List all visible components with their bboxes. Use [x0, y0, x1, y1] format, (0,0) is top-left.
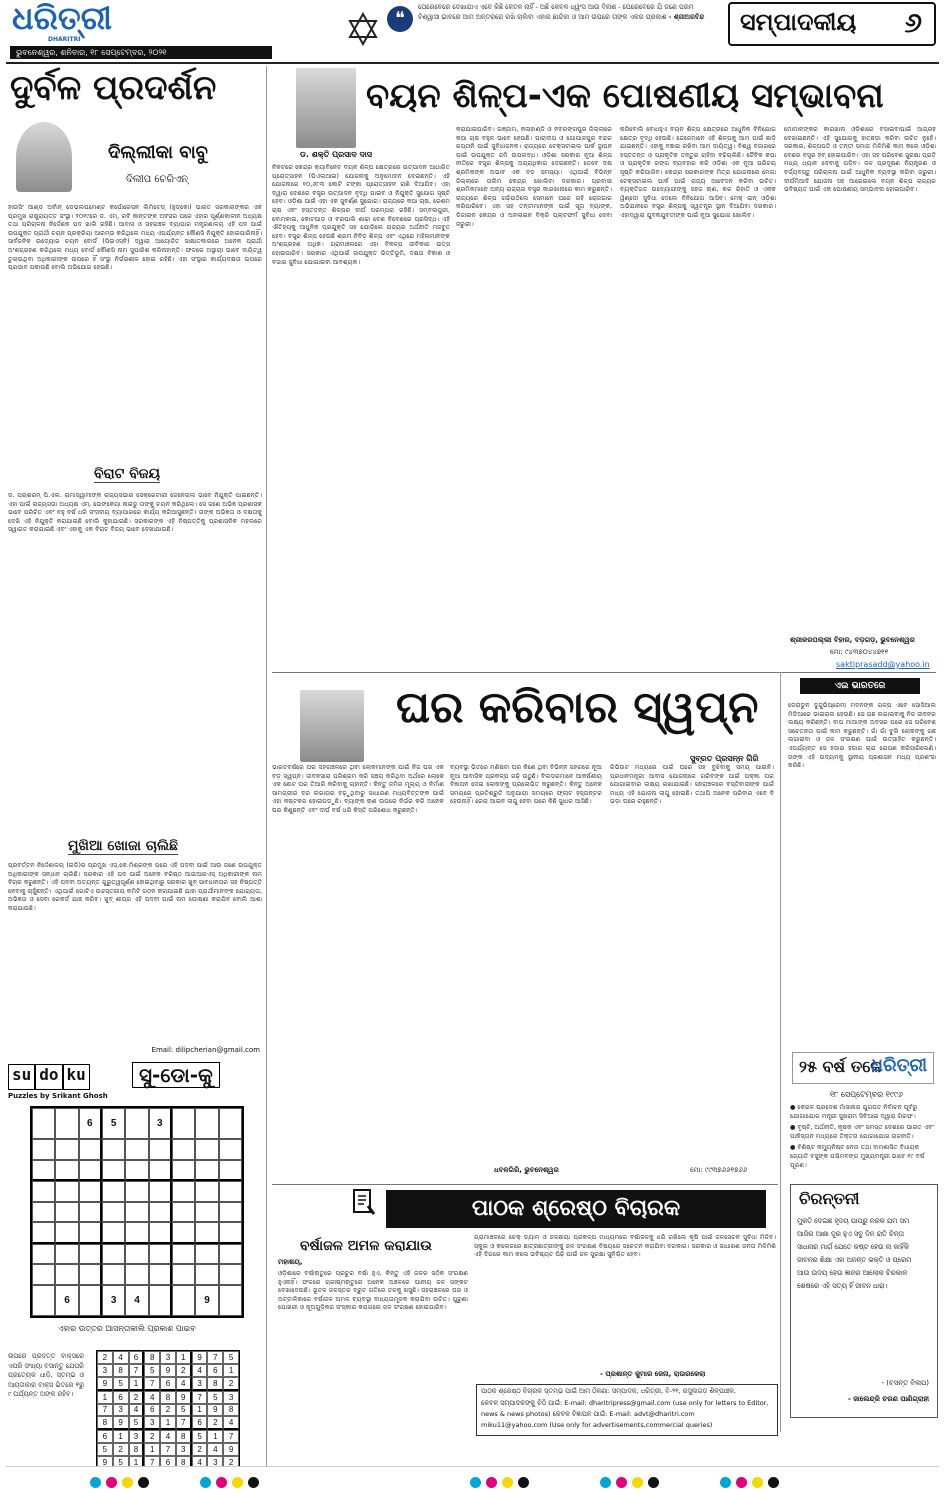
solution-cell: 9: [192, 1351, 208, 1364]
sudoku-cell[interactable]: [195, 1222, 218, 1243]
chirantani-heading: ଚିରନ୍ତନୀ: [799, 1189, 860, 1208]
registration-mark: [648, 1477, 659, 1488]
lead-col-b: କରାଯାଇପାରିବ। ଗଞ୍ଜାମ, କଳାହାଣ୍ଡି ଓ ନବରଙ୍ଗପୁର ଜିଲ୍ଲାରେ କପା ଚାଷ ବହୁଳ ଭାବେ ହେଉଛି। ପାରାଦୀପ ଓ ଗୋପାଳପୁର ବନ୍ଦର ରପ୍ତାନି ପାଇଁ ସୁବିଧାଜନକ। ରାଜ୍ୟରେ ଟେକ୍ସଟାଇଲ ପାର୍କ ସ୍ଥାପନ ପାଇଁ ଉପଯୁକ୍ତ ଜମି ଉପଲବ୍ଧ। ଓଡ଼ିଶା ସରକାର ନୂଆ ଶିଳ୍ପ ନୀତିରେ ବସ୍ତ୍ର ଶିଳ୍ପକୁ ଅଗ୍ରାଧିକାର ଦେଇଛନ୍ତି। ତେବେ ଦକ୍ଷ ଶ୍ରମିକଙ୍କ ଅଭାବ ଏକ ବଡ଼ ସମସ୍ୟା। ଏଥିପାଇଁ ବିଭିନ୍ନ ଜିଲ୍ଲାରେ ତାଲିମ କେନ୍ଦ୍ର ଖୋଲିବା ଦରକାର। ପ୍ରବାସୀ ଶ୍ରମିକମାନେ ଅନ୍ୟ ରାଜ୍ୟର ବସ୍ତ୍ର କାରଖାନାରେ କାମ କରୁଛନ୍ତି। ରାଜ୍ୟରେ ଶିଳ୍ପ ଗଢ଼ିଉଠିଲେ ସେମାନେ ଘରେ ରହି ରୋଜଗାର କରିପାରିବେ। ଏହା ସହ ତନ୍ତୀମାନଙ୍କ ପାଇଁ ସୂତା ବ୍ୟାଙ୍କ, ଡିଜାଇନ କେନ୍ଦ୍ର ଓ ଅନଲାଇନ ବିକ୍ରି ପ୍ଲାଟଫର୍ମ ସୁବିଧା ଦେବା ଜରୁରୀ।: [456, 126, 612, 228]
section-label: [728, 2, 936, 46]
sudoku-cell[interactable]: [55, 1108, 78, 1139]
solution-cell: 2: [160, 1404, 176, 1417]
solution-cell: 8: [176, 1456, 192, 1466]
solution-cell: 4: [129, 1404, 145, 1417]
solution-cell: 9: [113, 1416, 129, 1430]
sudoku-cell[interactable]: [172, 1244, 195, 1264]
solution-cell: 5: [129, 1416, 145, 1430]
sudoku-cell[interactable]: 3: [149, 1108, 172, 1139]
feature-col-a: ଭାରତବର୍ଷରେ ଘର ସହରାଞ୍ଚଳରେ ଥିବା ଲୋକମାନଙ୍କ ପାଇଁ ନିଜ ଘର ଏକ ବଡ଼ ସ୍ୱପ୍ନ। ଜୀବନସାରା ପରିଶ୍ରମ କରି ସଞ୍ଚୟ କରିଥିବା ଅର୍ଥରେ ଲୋକେ ଏକ ଛୋଟ ଘର ତିଆରି କରିବାକୁ ଚାହାନ୍ତି। କିନ୍ତୁ ଜମିର ମୂଲ୍ୟ ଓ ନିର୍ମାଣ ସାମଗ୍ରୀର ଦର ଲଗାତାର ବଢ଼ୁଥିବାରୁ ସାଧାରଣ ମଧ୍ୟବିତ୍ତଙ୍କ ପାଇଁ ଏହା କଷ୍ଟକର ହୋଇପଡ଼ୁଛି। ବ୍ୟାଙ୍କ ଋଣ ଉପରେ ନିର୍ଭର କରି ଅନେକ ଘର କିଣୁଛନ୍ତି ଏବଂ ଦୀର୍ଘ ବର୍ଷ ଧରି କିସ୍ତି ପରିଶୋଧ କରୁଛନ୍ତି।: [272, 764, 444, 814]
sudoku-cell[interactable]: [195, 1160, 218, 1181]
sudoku-cell[interactable]: [32, 1139, 55, 1159]
sudoku-cell[interactable]: [219, 1139, 242, 1159]
solution-cell: 2: [223, 1456, 239, 1466]
lead-title: ବୟନ ଶିଳ୍ପ-ଏକ ପୋଷଣୀୟ ସମ୍ଭାବନା: [366, 76, 884, 116]
lead-address: ଶ୍ରୀକରପଲ୍ଲୀ ବିହାର, ବଡ଼ଗଡ଼, ଭୁବନେଶ୍ୱର: [790, 636, 915, 644]
solution-cell: 7: [176, 1416, 192, 1430]
registration-mark: [486, 1477, 497, 1488]
sudoku-cell[interactable]: [55, 1244, 78, 1264]
anniversary-badge: ୨୫ ବର୍ଷ ତଳେ ଧରିତ୍ରୀ: [792, 1052, 934, 1084]
solution-cell: 1: [192, 1404, 208, 1417]
registration-mark: [616, 1477, 627, 1488]
solution-cell: 3: [223, 1391, 239, 1404]
solution-cell: 3: [192, 1377, 208, 1391]
col1-body-1: ହାଉସିଂ ଆଣ୍ଡ ଅର୍ବାନ୍ ଡେଭଲପମେଣ୍ଟ କର୍ପୋରେସନ ଲିମିଟେଡ୍ (ହୁଡ୍କୋ) ଭାରତ ସରକାରଙ୍କର ଏକ ପ୍ରମୁଖ ରାଷ୍ଟ୍ରାୟତ୍ତ ସଂସ୍ଥା। ୨୦୧୯ରେ ଡ. ଏମ୍. ରବି କାନ୍ତଙ୍କ ଅବସର ପରେ ଏହାର ପୂର୍ଣ୍ଣକାଳୀନ ଅଧ୍ୟକ୍ଷ ତଥା ପରିଚାଳନା ନିର୍ଦ୍ଦେଶକ ପଦ ଖାଲି ରହିଛି। ଆବାସ ଓ ସହରାଞ୍ଚଳ ବ୍ୟାପାର ମନ୍ତ୍ରଣାଳୟ ଏହି ପଦ ପାଇଁ ଉପଯୁକ୍ତ ପ୍ରାର୍ଥୀ ଚୟନ ପ୍ରକ୍ରିୟା ଆରମ୍ଭ କରିଥିଲେ ମଧ୍ୟ ଏପର୍ଯ୍ୟନ୍ତ କୌଣସି ନିଯୁକ୍ତି ହୋଇପାରିନାହିଁ। ସାର୍ବଜନିକ ଉଦ୍ୟୋଗ ଚୟନ ବୋର୍ଡ (ପିଇଏସ୍ବି) ଦ୍ୱାରା ଆୟୋଜିତ ସାକ୍ଷାତକାରରେ ଅନେକ ପ୍ରାର୍ଥୀ ଅଂଶଗ୍ରହଣ କରିଥିଲେ ମଧ୍ୟ ବୋର୍ଡ କୌଣସି ନାମ ସୁପାରିଶ କରିନାହାନ୍ତି। ଫଳରେ ଅସ୍ଥାୟୀ ଭାବେ ଦାୟିତ୍ୱ ତୁଲାଉଥିବା ଅଧିକାରୀଙ୍କ ଉପରେ ହିଁ ସଂସ୍ଥା ନିର୍ଭରଶୀଳ ହୋଇ ରହିଛି। ଏହା ସଂସ୍ଥାର କାର୍ଯ୍ୟଦକ୍ଷତା ଉପରେ ପ୍ରଭାବ ପକାଉଛି ବୋଲି ଅଭିଯୋଗ ହେଉଛି।: [8, 204, 262, 272]
registration-mark: [736, 1477, 747, 1488]
solution-cell: 4: [160, 1430, 176, 1443]
col1-body-2: ଡ. ପରାଶରମ୍ ପି.ଏଲ. ରାମାସ୍ୱାମୀଙ୍କ ରାଜ୍ୟସଭାର ସେକ୍ରେଟାରୀ ଜେନେରାଲ ଭାବେ ନିଯୁକ୍ତି ପାଇଛନ୍ତି। ଏହା ପାଇଁ ରାଜ୍ୟସଭା ଅଧ୍ୟକ୍ଷ ଏମ୍. ଭେଙ୍କେୟା ନାଇଡୁ ତାଙ୍କୁ ଚୟନ କରିଥିଲେ। ସେ ଜଣେ ଅଭିଜ୍ଞ ପ୍ରଶାସକ ଭାବେ ପରିଚିତ ଏବଂ ବହୁ ବର୍ଷ ଧରି ସଂସଦୀୟ ବ୍ୟାପାରରେ କାର୍ଯ୍ୟ କରିଆସୁଛନ୍ତି। ତାଙ୍କ ଅଭିଜ୍ଞତା ଓ ଦକ୍ଷତାକୁ ଦେଖି ଏହି ନିଯୁକ୍ତି କରାଯାଇଛି ବୋଲି କୁହାଯାଉଛି। ସରକାରଙ୍କ ଏହି ନିଷ୍ପତ୍ତିକୁ ପ୍ରଶାସନିକ ମହଲରେ ସ୍ୱାଗତ କରାଯାଇଛି ଏବଂ ଏହାକୁ ଏକ ବିରାଟ ବିଜୟ ଭାବେ ଦେଖାଯାଉଛି।: [8, 492, 262, 534]
sudoku-cell[interactable]: [102, 1202, 125, 1222]
sudoku-cell[interactable]: [32, 1160, 55, 1181]
sudoku-cell[interactable]: [195, 1139, 218, 1159]
solution-cell: 9: [223, 1443, 239, 1456]
feature-col-c: ରିଭିଉଟ ମଧ୍ୟରେ ପାଇଁ ଘରେ ସହ ବୁଝିବାକୁ ସମୟ ପାଇନି। ପ୍ରଧାନମନ୍ତ୍ରୀ ଆବାସ ଯୋଜନାରେ ଗରିବଙ୍କ ପାଇଁ ପକ୍କା ଘର ଯୋଗାଇବାର ଲକ୍ଷ୍ୟ ରଖାଯାଇଛି। ସହରାଞ୍ଚଳରେ ବସ୍ତିବାସୀଙ୍କ ପାଇଁ ମଧ୍ୟ ଏହି ଯୋଜନା ଲାଗୁ ହୋଇଛି। ତଥାପି ଅନେକ ପରିବାର ଏବେ ବି ଭଡ଼ା ଘରେ ରହୁଛନ୍ତି।: [610, 764, 774, 806]
sudoku-cell[interactable]: [79, 1139, 102, 1159]
solution-cell: 7: [144, 1377, 160, 1391]
chirantani-author: - ଜାଲେନ୍ଦ୍ରି ଚରଣ ପାଣିଗ୍ରାହୀ: [847, 1395, 929, 1403]
solution-cell: 2: [223, 1377, 239, 1391]
registration-mark: [200, 1477, 211, 1488]
solution-cell: 7: [192, 1391, 208, 1404]
solution-cell: 3: [129, 1430, 145, 1443]
col1: [8, 66, 262, 1466]
sudoku-cell[interactable]: [219, 1285, 242, 1316]
sudoku-answer-note: ଏହାର ଉତ୍ତର ଆସନ୍ତାକାଲି ପ୍ରକାଶ ପାଇବ: [58, 1324, 196, 1333]
sudoku-cell[interactable]: [55, 1139, 78, 1159]
letters-email-1: କେବଳ ସମ୍ପାଦକଙ୍କୁ ଚିଠି ପାଇଁ: E-mail: dharitripress@gmail.com (use only for letters to Editor,: [481, 1399, 769, 1407]
chirantani-verse: ମୁକତି ଦେଇଛ ହୃଦୟ ପାପରୁ ନରକ ଯମ ସମ ଆଜିର ଆଶା ଦୂର ହୁଏ ସବୁ ଦିନ ରାତି ଚିନ୍ତା ସାଧନାର ମାର୍ଗ ଯେତେ କଷ୍ଟ ହେଉ ନା କାହିଁକି ଜୀବନର ଶିକ୍ଷା ଏହା ଅନନ୍ତ ଭକ୍ତି ଓ ପ୍ରେମ ଆଉ ଉଦୟ ହେଉ ଜ୍ଞାନର ଆଲୋକ ଚିରକାଳ ଶେଷରେ ଏହି ସତ୍ୟ ହିଁ ଜୀବନ ଧାରା।: [797, 1217, 912, 1290]
sudoku-cell[interactable]: [195, 1202, 218, 1222]
registration-mark: [720, 1477, 731, 1488]
solution-cell: 8: [129, 1443, 145, 1456]
chirantani-box: [790, 1184, 938, 1418]
sudoku-cell[interactable]: [149, 1160, 172, 1181]
solution-cell: 6: [192, 1416, 208, 1430]
solution-cell: 3: [144, 1416, 160, 1430]
solution-cell: 8: [160, 1391, 176, 1404]
sudoku-cell[interactable]: [125, 1244, 148, 1264]
col1-heading-2: ବିରାଟ ବିଜୟ: [94, 466, 161, 482]
feature-author: ସୁବ୍ରତ ପ୍ରସନ୍ନ ଗିରି: [690, 754, 759, 763]
solution-cell: 9: [97, 1377, 113, 1391]
letters-email-2: news & news photos) କେବଳ ବିଜ୍ଞାପନ ପାଇଁ: E-mail: advt@dharitri.com: [481, 1410, 695, 1418]
sudoku-cell[interactable]: [79, 1264, 102, 1284]
letters-signature: - ପ୍ରଶାନ୍ତ କୁମାର ଜେନା, ରାଉରକେଲା: [600, 1370, 706, 1378]
solution-cell: 1: [97, 1391, 113, 1404]
column-name: ଦିଲ୍ଲୀକା ବାବୁ: [108, 142, 208, 163]
page-number: ୬: [904, 6, 922, 39]
solution-cell: 8: [207, 1377, 223, 1391]
solution-cell: 8: [144, 1351, 160, 1364]
solution-cell: 7: [207, 1351, 223, 1364]
lead-email: saktiprasadd@yahoo.in: [836, 660, 930, 669]
solution-cell: 5: [207, 1391, 223, 1404]
sudoku-cell[interactable]: [79, 1160, 102, 1181]
sudoku-cell[interactable]: 6: [55, 1285, 78, 1316]
sudoku-cell[interactable]: [32, 1108, 55, 1139]
registration-mark: [518, 1477, 529, 1488]
sudoku-cell[interactable]: [125, 1108, 148, 1139]
letters-title: ବର୍ଷାଜଳ ଅମଳ କରାଯାଉ: [300, 1238, 432, 1254]
section-title: ସମ୍ପାଦକୀୟ: [740, 8, 857, 36]
solution-cell: 1: [176, 1351, 192, 1364]
sudoku-cell[interactable]: [172, 1139, 195, 1159]
solution-cell: 5: [97, 1443, 113, 1456]
solution-cell: 6: [113, 1391, 129, 1404]
solution-cell: 5: [223, 1351, 239, 1364]
sudoku-cell[interactable]: [102, 1222, 125, 1243]
solution-cell: 6: [207, 1364, 223, 1377]
registration-mark: [632, 1477, 643, 1488]
solution-cell: 1: [113, 1430, 129, 1443]
registration-mark: [232, 1477, 243, 1488]
solution-cell: 3: [97, 1364, 113, 1377]
solution-cell: 5: [144, 1364, 160, 1377]
sudoku-cell[interactable]: [195, 1244, 218, 1264]
letters-body-b: ଗ୍ରାମାଞ୍ଚଳରେ ଚେକ୍ ଡ୍ୟାମ ଓ ଜଳଛାୟା ପ୍ରକଳ୍ପ ମାଧ୍ୟମରେ ବର୍ଷାଜଳକୁ ଧରି ରଖିଲେ କୃଷି ପାଇଁ ଜଳସେଚନ ସୁବିଧା ମିଳିବ। ସ୍କୁଲ ଓ କଲେଜରେ ଛାତ୍ରଛାତ୍ରୀଙ୍କୁ ଜଳ ସଂରକ୍ଷଣ ବିଷୟରେ ସଚେତନ କରାଯିବା ଦରକାର। ସରକାର ଓ ସାଧାରଣ ଜନତା ମିଳିମିଶି ଏହି ଦିଗରେ କାମ କଲେ ଭବିଷ୍ୟତ ପିଢ଼ି ପାଇଁ ଜଳ ସୁରକ୍ଷା ସୁନିଶ୍ଚିତ ହେବ।: [474, 1234, 776, 1259]
lead-phone: ମୋ: ୯୪୩୭୦୪୪୭୧୧: [830, 648, 889, 656]
letters-icon: [350, 1188, 376, 1218]
anniversary-item: ● ବୃଷ୍ଟି, ଅର୍ଥନୀତି, କୃଷକ ଏବଂ ସମସ୍ତ ଦେଶରେ ଭାରତ ଏବଂ ପାକିସ୍ତାନ ମଧ୍ୟରେ ତିକ୍ତତା ଯୋଗାଯୋଗ ରାଜନୀତି।: [790, 1124, 934, 1140]
registration-mark: [752, 1477, 763, 1488]
sudoku-cell[interactable]: [55, 1264, 78, 1284]
sudoku-cell[interactable]: [79, 1285, 102, 1316]
lead-author-photo: [296, 68, 356, 148]
solution-cell: 1: [160, 1416, 176, 1430]
sudoku-cell[interactable]: [125, 1202, 148, 1222]
col1-author: ଦିଲୀପ ଚେରିଏନ୍: [126, 174, 189, 185]
sudoku-cell[interactable]: [32, 1244, 55, 1264]
sudoku-grid[interactable]: [30, 1106, 244, 1318]
sudoku-credit: Puzzles by Srikant Ghosh: [8, 1092, 108, 1100]
solution-cell: 4: [176, 1377, 192, 1391]
solution-cell: 6: [144, 1404, 160, 1417]
sudoku-cell[interactable]: [195, 1108, 218, 1139]
sudoku-cell[interactable]: [172, 1222, 195, 1243]
sudoku-cell[interactable]: [149, 1285, 172, 1316]
feature-phone: ମୋ: ୯୯୩୭୬୬୧୭୬୬: [690, 1166, 748, 1174]
ekai-bharat-body: ଡେରାଡୁନ ଦୁନ୍ଦୁଭିପ୍ରେମୀ ମଦନଙ୍କ ଗଳ୍ପ ଏବେ ସୋସିଆଲ ମିଡିଆରେ ଭାଇରାଲ ହେଉଛି। ସେ ଗଛ ଲଗାଇବାକୁ ନିଜ ଜୀବନର ଲକ୍ଷ୍ୟ କରିଛନ୍ତି। ବାପ ମାଆଙ୍କ ଅବସର ପରେ ସେ ପରିବେଶ ସଚେତନତା ପାଇଁ କାମ କରୁଛନ୍ତି। ଗାଁ ଗାଁ ବୁଲି ଲୋକଙ୍କୁ ଗଛ ଲଗାଇବା ଓ ଜଳ ସଂରକ୍ଷଣ ପାଇଁ ଉତ୍ସାହିତ କରୁଛନ୍ତି। ଏପର୍ଯ୍ୟନ୍ତ ସେ ହଜାର ହଜାର ଚାରା ରୋପଣ କରିସାରିଲେଣି। ତାଙ୍କ ଏହି ଉଦ୍ୟମକୁ ସ୍ଥାନୀୟ ପ୍ରଶାସନ ମଧ୍ୟ ପ୍ରଶଂସା କରିଛି।: [788, 702, 936, 770]
solution-cell: 2: [192, 1443, 208, 1456]
sudoku-cell[interactable]: [172, 1202, 195, 1222]
sudoku-cell[interactable]: [219, 1181, 242, 1201]
registration-mark: [600, 1477, 611, 1488]
star-emblem-icon: [346, 12, 380, 46]
registration-mark: [106, 1477, 117, 1488]
feature-address: ଧବଳଗିରି, ଭୁବନେଶ୍ୱର: [494, 1166, 559, 1174]
solution-cell: 6: [97, 1430, 113, 1443]
sudoku-rules: ଉପରେ ପ୍ରଦତ୍ତ ବାକ୍ସରେ ଏପରି ସଂଖ୍ୟା ବସାନ୍ତୁ ଯେପରି ପ୍ରତ୍ୟେକ ଧାଡ଼ି, ସ୍ତମ୍ଭ ଓ ଆୟତାକାର ବାକ୍ସ ଭିତରେ ୧ରୁ ୯ ପର୍ଯ୍ୟନ୍ତ ଅଙ୍କ ରହିବ।: [8, 1352, 84, 1398]
lead-col-c: କରିବୋଲି ବୋଧହୁଏ ବୟନ ଶିଳ୍ପ କ୍ଷେତ୍ରରେ ଆଧୁନିକ ବିନିଯୋଗ କ୍ଷେତ୍ର ବୃଦ୍ଧି ହେଉଛି। ଜେଜେମାନେ ଏହି ଶିଳ୍ପକୁ ଆମ ପାଇଁ ଛାଡ଼ି ଯାଇଛନ୍ତି। ଏହାକୁ ବଞ୍ଚାଇ ରଖିବା ଆମ ଦାୟିତ୍ୱ। ବିଶ୍ୱ ବଜାରରେ ହସ୍ତତନ୍ତ ଓ ପ୍ରାକୃତିକ ତନ୍ତୁର ଚାହିଦା ବଢ଼ିଚାଲିଛି। ଜୈବିକ କପା ଓ ପ୍ରାକୃତିକ ରଙ୍ଗ ବ୍ୟବହାର କରି ଓଡ଼ିଶା ଏକ ନୂଆ ପରିଚୟ ସୃଷ୍ଟି କରିପାରିବ। କେନ୍ଦ୍ର ସରକାରଙ୍କ ମିତ୍ର ଯୋଜନାରେ ମେଗା ଟେକ୍ସଟାଇଲ ପାର୍କ ପାଇଁ ରାଜ୍ୟ ଆବେଦନ କରିବା ଉଚିତ। ବ୍ୟକ୍ତିଗତ ଉଦ୍ୟୋଗୀଙ୍କୁ ସହଜ ଋଣ, କର ରିହାତି ଓ ଏକକ ୱିଣ୍ଡୋ ସୁବିଧା ଦେଲେ ବିନିଯୋଗ ଆସିବ। ମେକ୍ ଇନ୍ ଓଡ଼ିଶା ଅଭିଯାନରେ ବସ୍ତ୍ର ଶିଳ୍ପକୁ ସ୍ୱତନ୍ତ୍ର ସ୍ଥାନ ଦିଆଯିବା ଦରକାର। ଏହାଦ୍ୱାରା ଯୁବକଯୁବତୀଙ୍କ ପାଇଁ ନୂଆ ସୁଯୋଗ ଖୋଲିବ।: [620, 126, 776, 219]
sudoku-cell[interactable]: [125, 1222, 148, 1243]
registration-marks: [0, 1474, 945, 1492]
sudoku-cell[interactable]: [172, 1285, 195, 1316]
sudoku-cell[interactable]: [55, 1202, 78, 1222]
solution-cell: 5: [113, 1456, 129, 1466]
letters-contact: ପାଠକ ଶ୍ରେଷ୍ଠ ବିଚାରକ ସ୍ତମ୍ଭ ପାଇଁ ଆମ ଠିକଣା: ସମ୍ପାଦକ, ଧରିତ୍ରୀ, ବି-୨୧, ରସୁଲଗଡ଼ ଶିଳ୍ପାଞ୍ଚଳ,: [481, 1387, 736, 1395]
sudoku-cell[interactable]: [219, 1264, 242, 1284]
solution-cell: 7: [129, 1364, 145, 1377]
solution-cell: 3: [207, 1456, 223, 1466]
registration-mark: [216, 1477, 227, 1488]
solution-cell: 7: [160, 1443, 176, 1456]
registration-mark: [122, 1477, 133, 1488]
sudoku-cell[interactable]: [172, 1264, 195, 1284]
sudoku-cell[interactable]: [102, 1181, 125, 1201]
sudoku-cell[interactable]: [102, 1139, 125, 1159]
letters-salutation: ମହାଶୟ,: [278, 1258, 303, 1266]
sudoku-cell[interactable]: [79, 1202, 102, 1222]
solution-cell: 4: [144, 1391, 160, 1404]
sudoku-cell[interactable]: 5: [102, 1108, 125, 1139]
col1-body-3: ପ୍ରବର୍ତ୍ତନ ନିର୍ଦ୍ଦେଶାଳୟ (ଇଡି)ର ପ୍ରମୁଖ ଏସ୍.କେ.ମିଶ୍ରଙ୍କ ପରେ ଏହି ପଦବୀ ପାଇଁ ଆଉ ଜଣେ ଉପଯୁକ୍ତ ଅଧିକାରୀଙ୍କ ସନ୍ଧାନ ଚାଲିଛି। ସରକାର ଏହି ପଦ ପାଇଁ ଅନେକ ବରିଷ୍ଠ ଆଇଆରଏସ୍ ଅଧିକାରୀଙ୍କ ନାମ ବିଚାର କରୁଛନ୍ତି। ଏହି ପଦବୀ ଅତ୍ୟନ୍ତ ଗୁରୁତ୍ୱପୂର୍ଣ୍ଣ ହୋଇଥିବାରୁ ସରକାର ଖୁବ୍ ସାବଧାନତାର ସହ ନିଷ୍ପତ୍ତି ନେବାକୁ ଚାହୁଁଛନ୍ତି। ଏଥିପାଇଁ ଗୋଟିଏ ଉଚ୍ଚସ୍ତରୀୟ କମିଟି ଗଠନ କରାଯାଇଛି ଯାହା ପ୍ରାର୍ଥୀମାନଙ୍କ ଯୋଗ୍ୟତା, ଅଭିଜ୍ଞତା ଓ ସେବା ରେକର୍ଡ ଯାଞ୍ଚ କରିବ। ଖୁବ୍ ଶୀଘ୍ର ଏହି ପଦବୀ ପାଇଁ ନାମ ଘୋଷଣା କରାଯିବ ବୋଲି ଆଶା କରାଯାଉଛି।: [8, 862, 262, 912]
sudoku-cell[interactable]: [219, 1160, 242, 1181]
solution-cell: 5: [113, 1377, 129, 1391]
solution-cell: 4: [223, 1416, 239, 1430]
sudoku-cell[interactable]: [149, 1139, 172, 1159]
sudoku-cell[interactable]: [172, 1181, 195, 1201]
solution-cell: 8: [97, 1416, 113, 1430]
quote-author: - ଶ୍ରୀଅରବିନ୍ଦ: [668, 13, 705, 21]
solution-cell: 5: [192, 1430, 208, 1443]
solution-cell: 7: [223, 1430, 239, 1443]
sudoku-cell[interactable]: [55, 1222, 78, 1243]
ekai-bharat-heading: ଏଇ ଭାରତରେ: [800, 678, 920, 694]
col1-heading-3: ମୁଖିଆ ଖୋଜା ଚାଲିଛି: [68, 838, 179, 854]
sudoku-cell[interactable]: [149, 1264, 172, 1284]
solution-cell: 2: [176, 1364, 192, 1377]
solution-cell: 4: [207, 1443, 223, 1456]
sudoku-logo: su do ku: [8, 1064, 90, 1090]
sudoku-cell[interactable]: [149, 1244, 172, 1264]
solution-cell: 9: [160, 1364, 176, 1377]
dateline: ଭୁବନେଶ୍ୱର, ଶନିବାର, ୧୮ ସେପ୍ଟେମ୍ବର, ୨୦୨୧: [10, 46, 272, 59]
feature-author-photo: [300, 690, 364, 762]
sudoku-cell[interactable]: [102, 1160, 125, 1181]
solution-cell: 9: [207, 1404, 223, 1417]
solution-cell: 2: [144, 1430, 160, 1443]
sudoku-cell[interactable]: [102, 1244, 125, 1264]
solution-cell: 1: [129, 1377, 145, 1391]
sudoku-cell[interactable]: [195, 1264, 218, 1284]
logo-sub: DHARITRI: [48, 36, 81, 43]
sudoku-cell[interactable]: [79, 1222, 102, 1243]
registration-mark: [248, 1477, 259, 1488]
solution-cell: 6: [160, 1456, 176, 1466]
solution-cell: 1: [144, 1443, 160, 1456]
solution-cell: 2: [97, 1351, 113, 1364]
masthead: [0, 0, 945, 62]
solution-cell: 8: [113, 1364, 129, 1377]
letters-email-3: miku11@yahoo.com (Use only for advertisements,commercial queries): [481, 1421, 713, 1429]
quote-icon: ❝: [387, 6, 413, 32]
solution-cell: 1: [207, 1430, 223, 1443]
solution-cell: 7: [97, 1404, 113, 1417]
letters-banner: ପାଠକ ଶ୍ରେଷ୍ଠ ବିଚାରକ: [386, 1190, 766, 1228]
letters-body-a: ଓଡ଼ିଶାରେ ବର୍ଷାଋତୁରେ ପ୍ରଚୁର ବର୍ଷା ହୁଏ, କିନ୍ତୁ ଏହି ଜଳର ସଠିକ ସଂରକ୍ଷଣ ହୁଏନାହିଁ। ଫଳରେ ଗ୍ରୀଷ୍ମଋତୁରେ ଅନେକ ଅଞ୍ଚଳରେ ପାନୀୟ ଜଳ ସଙ୍କଟ ଦେଖାଦେଉଛି। ଭୂତଳ ଜଳସ୍ତର ଦ୍ରୁତ ଗତିରେ ତଳକୁ ଖସୁଛି। ସହରାଞ୍ଚଳରେ ଘର ଓ ଅଟ୍ଟାଳିକାରେ ବର୍ଷାଜଳ ଅମଳ ବ୍ୟବସ୍ଥା ବାଧ୍ୟତାମୂଳକ କରାଯିବା ଉଚିତ। ପୁରୁଣା ପୋଖରୀ ଓ କୂଅଗୁଡ଼ିକର ସଂସ୍କାର କରାଗଲେ ଜଳ ସଂରକ୍ଷଣ ହୋଇପାରିବ।: [278, 1270, 468, 1312]
sudoku-cell[interactable]: [149, 1202, 172, 1222]
logo: ଧରିତ୍ରୀ: [12, 0, 112, 37]
anniversary-item: ● ବିଶିଷ୍ଟ କମ୍ୟୁନିଷ୍ଟ ନେତା ତଥା ବାମଶାସିତ ବିଧାୟକ ଜ୍ୟୋତି ବସୁଙ୍କ ପଶ୍ଚିମବଙ୍ଗ ମୁଖ୍ୟମନ୍ତ୍ରୀ ଭାବେ ୧୯ ବର୍ଷ ପୂରଣ।: [790, 1144, 925, 1169]
sudoku-cell[interactable]: [55, 1181, 78, 1201]
sudoku-cell[interactable]: [32, 1285, 55, 1316]
solution-cell: 8: [223, 1404, 239, 1417]
solution-cell: 9: [176, 1391, 192, 1404]
sudoku-cell[interactable]: [32, 1181, 55, 1201]
sudoku-cell[interactable]: [219, 1202, 242, 1222]
solution-cell: 5: [176, 1404, 192, 1417]
anniversary-item: ● କେରଳ ପ୍ରଦେଶ ମାଁସାନାର ଯୁଗପତ ନିର୍ବାଚନ ପୂର୍ବରୁ ଯୋଗାଯୋଗ ମନ୍ତ୍ରୀ ସୁଖରାମ ସିବିଆଇ ଦ୍ୱାରା ଗିରଫ।: [790, 1104, 918, 1120]
lead-col-d: ମୋମାନଙ୍କର କାରଖାନା ଓଡ଼ିଶାରେ ବସାଇବାପାଇଁ ଆଗ୍ରହ ଦେଖାଇଛନ୍ତି। ଏହି ସୁଯୋଗକୁ ହାତଛଡ଼ା କରିବା ଉଚିତ ନୁହେଁ। ସରକାର, ଶିଳ୍ପପତି ଓ ତନ୍ତୀ ସମାଜ ମିଳିମିଶି କାମ କଲେ ଓଡ଼ିଶା ଦେଶର ବସ୍ତ୍ର ହବ୍ ହୋଇପାରିବ। ଏହା ସହ ପରିବେଶ ସୁରକ୍ଷା ପ୍ରତି ମଧ୍ୟ ଧ୍ୟାନ ଦେବାକୁ ପଡ଼ିବ। ଜଳ ପ୍ରଦୂଷଣ ନିୟନ୍ତ୍ରଣ ଓ ବର୍ଜ୍ୟବସ୍ତୁ ପରିଚାଳନା ପାଇଁ ଆଧୁନିକ ବ୍ୟବସ୍ଥା କରିବା ଜରୁରୀ। ଦୀର୍ଘମିଆଦି ଯୋଜନା ସହ ଆଗେଇଲେ ବୟନ ଶିଳ୍ପ ରାଜ୍ୟର ଭବିଷ୍ୟତ ପାଇଁ ଏକ ପୋଷଣୀୟ ସମ୍ଭାବନା ହୋଇପାରିବ।: [784, 126, 936, 194]
lead-author: ଡ. ଶକ୍ତି ପ୍ରସାଦ ଦାସ: [300, 150, 373, 159]
sudoku-cell[interactable]: 4: [125, 1285, 148, 1316]
solution-cell: 6: [129, 1351, 145, 1364]
sudoku-cell[interactable]: [79, 1181, 102, 1201]
sudoku-cell[interactable]: [125, 1160, 148, 1181]
solution-cell: 4: [192, 1364, 208, 1377]
sudoku-cell[interactable]: [219, 1244, 242, 1264]
sudoku-cell[interactable]: [219, 1108, 242, 1139]
sudoku-logo-odia: ସୁ-ଡୋ-କୁ: [132, 1062, 220, 1088]
anniversary-list: [790, 1104, 936, 1174]
solution-cell: 3: [113, 1404, 129, 1417]
sudoku-cell[interactable]: [32, 1264, 55, 1284]
sudoku-cell[interactable]: [79, 1244, 102, 1264]
solution-cell: 4: [113, 1351, 129, 1364]
registration-mark: [502, 1477, 513, 1488]
feature-title: ଘର କରିବାର ସ୍ୱପ୍ନ: [396, 682, 759, 733]
sudoku-cell[interactable]: 3: [102, 1285, 125, 1316]
anniversary-date: ୧୮ ସେପ୍ଟେମ୍ବର ୧୯୯୬: [830, 1090, 903, 1099]
solution-cell: 8: [176, 1430, 192, 1443]
solution-cell: 9: [97, 1456, 113, 1466]
solution-cell: 3: [176, 1443, 192, 1456]
sudoku-cell[interactable]: [55, 1160, 78, 1181]
col1-title: ଦୁର୍ବଳ ପ୍ରଦର୍ଶନ: [10, 68, 217, 108]
sudoku-cell[interactable]: [125, 1264, 148, 1284]
sudoku-cell[interactable]: [149, 1181, 172, 1201]
sudoku-cell[interactable]: [125, 1139, 148, 1159]
sudoku-cell[interactable]: [195, 1181, 218, 1201]
sudoku-cell[interactable]: [125, 1181, 148, 1201]
sudoku-cell[interactable]: [149, 1222, 172, 1243]
registration-mark: [768, 1477, 779, 1488]
lead-col-a: ନିକଟରେ କେନ୍ଦ୍ର କ୍ୟାବିନେଟ ବୟନ ଶିଳ୍ପ କ୍ଷେତ୍ରରେ ଉତ୍ପାଦନ ଆଧାରିତ ପ୍ରୋତ୍ସାହନ (ପିଏଲଆଇ) ଯୋଜନାକୁ ଅନୁମୋଦନ ଦେଇଛନ୍ତି। ଏହି ଯୋଜନାରେ ୧୦,୬୮୩ କୋଟି ଟଙ୍କା ପ୍ରୋତ୍ସାହନ ରାଶି ଦିଆଯିବ। ଏହା ଦ୍ୱାରା ଦେଶରେ ବସ୍ତ୍ର ଉତ୍ପାଦନ ବୃଦ୍ଧି ପାଇବ ଓ ନିଯୁକ୍ତି ସୁଯୋଗ ସୃଷ୍ଟି ହେବ। ଓଡ଼ିଶା ପାଇଁ ଏହା ଏକ ସୁବର୍ଣ୍ଣ ସୁଯୋଗ। ରାଜ୍ୟରେ କପା ଚାଷ, ରେଶମ ଚାଷ ଏବଂ ହସ୍ତତନ୍ତ ଶିଳ୍ପର ଦୀର୍ଘ ପରମ୍ପରା ରହିଛି। ସମ୍ବଲପୁରୀ, ବୋମକାଇ, କୋଟପାଡ଼ ଓ ବରପାଲି ଶାଢ଼ୀ ଦେଶ ବିଦେଶରେ ପ୍ରସିଦ୍ଧ। ଏହି ଐତିହ୍ୟକୁ ଆଧୁନିକ ପ୍ରଯୁକ୍ତି ସହ ଯୋଡ଼ିଲେ ରାଜ୍ୟର ଅର୍ଥନୀତି ମଜବୁତ ହେବ। ବସ୍ତ୍ର ଶିଳ୍ପ ହେଉଛି ଶ୍ରମ ନିବିଡ଼ ଶିଳ୍ପ ଏବଂ ଏଥିରେ ମହିଳାମାନଙ୍କ ଅଂଶଗ୍ରହଣ ଅଧିକ। ଗ୍ରାମାଞ୍ଚଳରେ ଏହା ବିକଳ୍ପ ଜୀବିକାର ଉତ୍ସ ହୋଇପାରିବ। ସରକାର ଏଥିପାଇଁ ଉପଯୁକ୍ତ ଭିତ୍ତିଭୂମି, ଦକ୍ଷତା ବିକାଶ ଓ ବଜାର ସୁବିଧା ଯୋଗାଇବା ଆବଶ୍ୟକ।: [272, 164, 450, 266]
sudoku-box: [8, 1062, 262, 1466]
solution-cell: 2: [207, 1416, 223, 1430]
sudoku-cell[interactable]: [172, 1108, 195, 1139]
registration-mark: [470, 1477, 481, 1488]
col1-email: Email: dilipcherian@gmail.com: [151, 1046, 260, 1054]
feature-col-b: ବ୍ୟବସ୍ଥା ଭିତରେ ମଣିଷଟା ଘର କିଣେ ଥିବା ବିଭିନ୍ନ ସହରରେ ନୂଆ ନୂଆ ଆବାସିକ ପ୍ରକଳ୍ପ ଗଢ଼ି ଉଠୁଛି। ବିଲଡରମାନେ ଆକର୍ଷଣୀୟ ବିଜ୍ଞାପନ ଦେଇ ଲୋକଙ୍କୁ ପ୍ରଲୋଭିତ କରୁଛନ୍ତି। କିନ୍ତୁ ଅନେକ ସମୟରେ ପ୍ରତିଶ୍ରୁତି ଅନୁଯାୟୀ ସମୟରେ ଫ୍ଲାଟ ହସ୍ତାନ୍ତର ହେଉନାହିଁ। ରେରା ଆଇନ ଲାଗୁ ହେବା ପରେ କିଛି ସୁଧାର ଆସିଛି।: [450, 764, 602, 806]
solution-cell: 7: [144, 1456, 160, 1466]
registration-mark: [138, 1477, 149, 1488]
letters-contact-box: [476, 1384, 778, 1436]
solution-cell: 3: [160, 1351, 176, 1364]
chirantani-source: - (ବସନ୍ତ ବିଳାପ): [881, 1379, 929, 1387]
solution-cell: 1: [223, 1364, 239, 1377]
sudoku-cell[interactable]: [102, 1264, 125, 1284]
solution-cell: 6: [160, 1377, 176, 1391]
sudoku-cell[interactable]: [172, 1160, 195, 1181]
solution-cell: 1: [129, 1456, 145, 1466]
registration-mark: [90, 1477, 101, 1488]
solution-cell: 2: [113, 1443, 129, 1456]
masthead-quote: ଘେରେବେରେ ଦେଖାଯାଏ ଏବେ କିଛି କେତନ ନାହିଁ - ଅଛି କେବଳ ଧ୍ୱଂସ ଆଉ ବିନାଶ - ଘେରେବେରେ ଯି ଜଣେ ପରମ ବିଶ୍ୱାସୀ ଭାବରେ ଆମ ଅନ୍ତରରେ ରଖି ଚାଲିବା ଏହାର ଛାନ୍ଦିକା ଓ ଆମ ଉପରେ ତାଙ୍କ ଏକର ପ୍ରକାଶ - ଶ୍ରୀଅରବିନ୍ଦ: [418, 3, 705, 21]
sudoku-solution-grid: [96, 1350, 240, 1466]
sudoku-cell[interactable]: [32, 1222, 55, 1243]
solution-cell: 2: [129, 1391, 145, 1404]
sudoku-cell[interactable]: [32, 1202, 55, 1222]
solution-cell: 4: [192, 1456, 208, 1466]
sudoku-cell[interactable]: [219, 1222, 242, 1243]
sudoku-cell[interactable]: 9: [195, 1285, 218, 1316]
author-photo: [16, 122, 72, 192]
sudoku-cell[interactable]: 6: [79, 1108, 102, 1139]
